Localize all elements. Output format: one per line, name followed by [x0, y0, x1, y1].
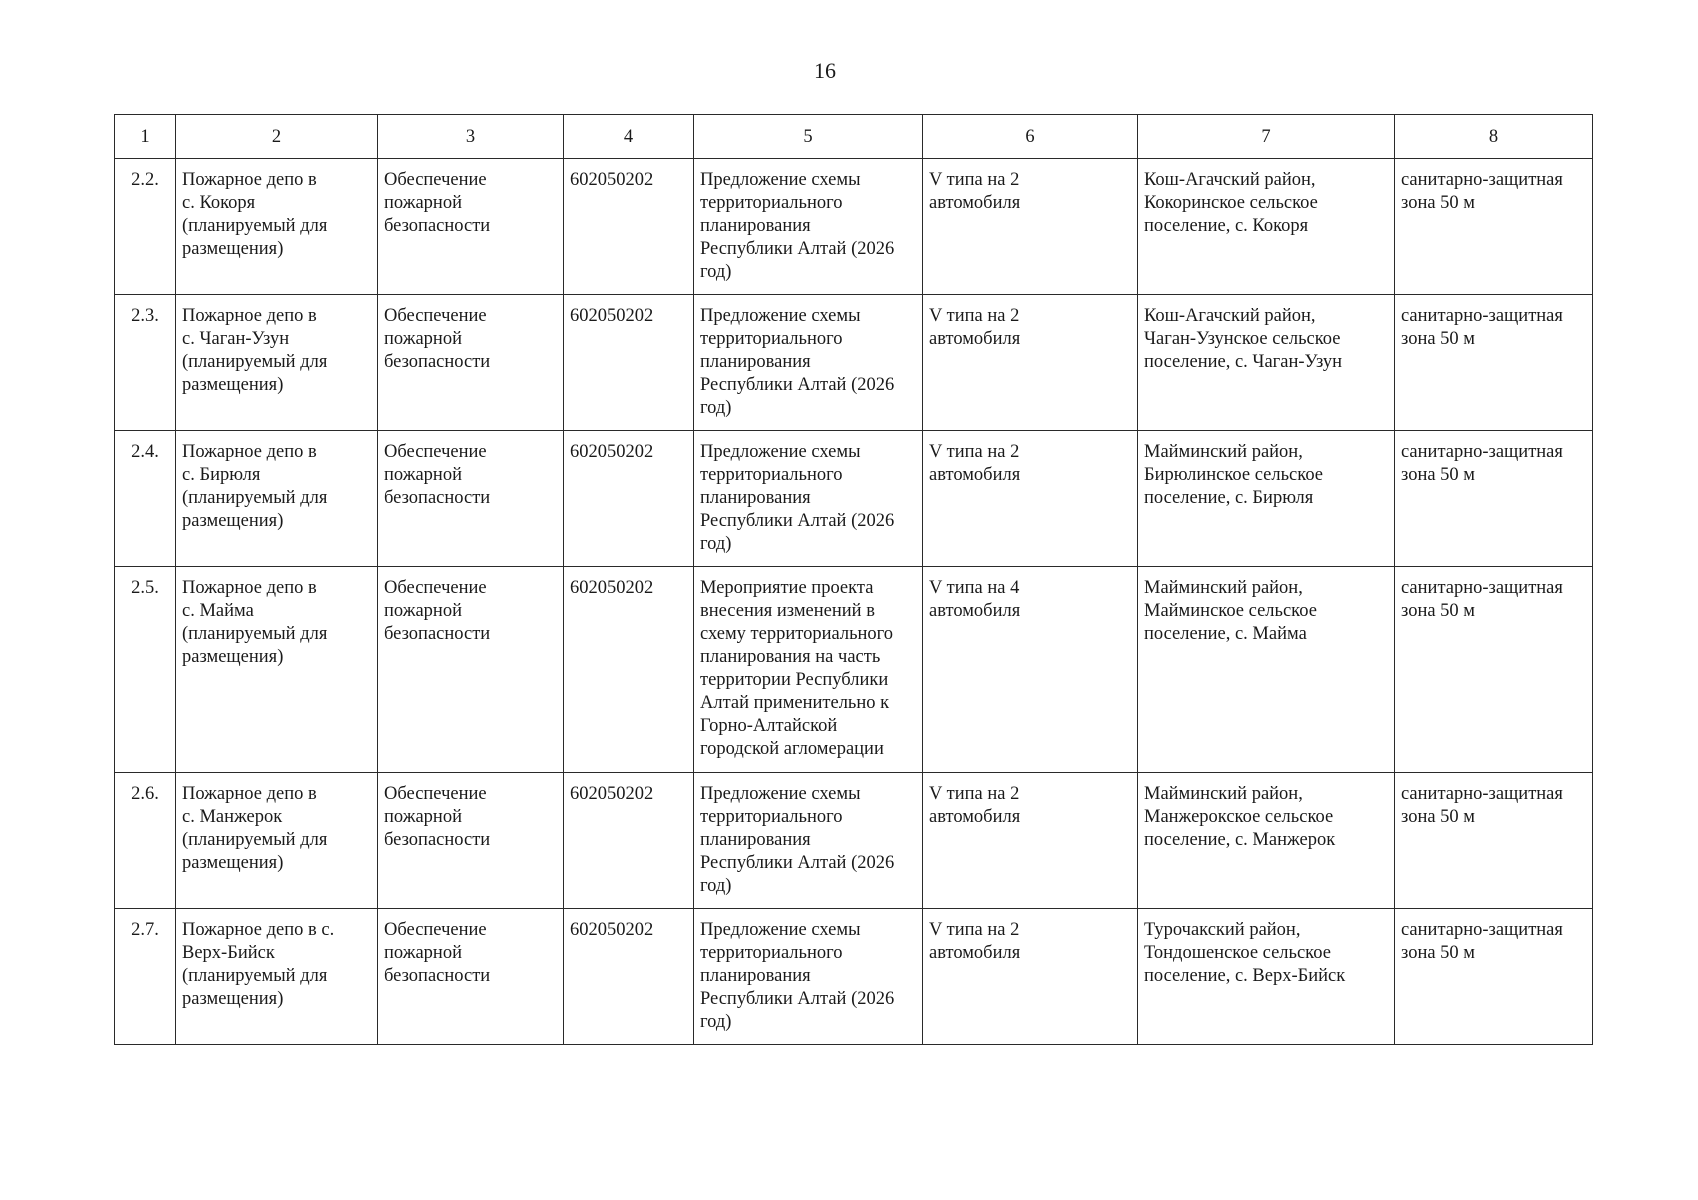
- cell-code: 602050202: [564, 909, 694, 1045]
- cell-characteristics: [923, 431, 1138, 567]
- cell-line: санитарно-защитная: [1401, 442, 1563, 462]
- header-col-1: 1: [115, 115, 176, 159]
- cell-line: (планируемый для: [182, 830, 328, 850]
- cell-location: [1138, 773, 1395, 909]
- cell-line: территории Республики: [700, 670, 889, 690]
- cell-line: санитарно-защитная: [1401, 578, 1563, 598]
- cell-line: поселение, с. Кокоря: [1144, 216, 1309, 236]
- cell-purpose: [378, 567, 564, 773]
- cell-line: территориального: [700, 943, 843, 963]
- cell-line: год): [700, 1012, 732, 1032]
- cell-line: Горно-Алтайской: [700, 716, 838, 736]
- table-row: [115, 773, 1593, 909]
- cell-line: зона 50 м: [1401, 193, 1476, 213]
- cell-line: Пожарное депо в: [182, 306, 317, 326]
- table-header-row: [115, 115, 1593, 159]
- cell-line: размещения): [182, 511, 284, 531]
- cell-name: [176, 909, 378, 1045]
- cell-purpose: [378, 909, 564, 1045]
- cell-line: автомобиля: [929, 807, 1021, 827]
- cell-line: поселение, с. Манжерок: [1144, 830, 1336, 850]
- cell-line: Кош-Агачский район,: [1144, 306, 1316, 326]
- cell-line: Чаган-Узунское сельское: [1144, 329, 1341, 349]
- cell-line: территориального: [700, 807, 843, 827]
- cell-purpose: [378, 431, 564, 567]
- cell-purpose: [378, 295, 564, 431]
- cell-line: зона 50 м: [1401, 465, 1476, 485]
- cell-line: год): [700, 262, 732, 282]
- cell-line: с. Манжерок: [182, 807, 283, 827]
- cell-line: внесения изменений в: [700, 601, 875, 621]
- cell-line: Обеспечение: [384, 784, 487, 804]
- cell-line: Алтай применительно к: [700, 693, 890, 713]
- cell-line: планирования: [700, 488, 811, 508]
- cell-line: Предложение схемы: [700, 784, 861, 804]
- cell-location: [1138, 567, 1395, 773]
- cell-location: [1138, 159, 1395, 295]
- table-row: [115, 295, 1593, 431]
- cell-line: V типа на 2: [929, 784, 1020, 804]
- cell-line: Майминское сельское: [1144, 601, 1317, 621]
- cell-line: Предложение схемы: [700, 920, 861, 940]
- cell-location: [1138, 295, 1395, 431]
- cell-line: зона 50 м: [1401, 943, 1476, 963]
- cell-basis: [694, 295, 923, 431]
- header-col-3: 3: [378, 115, 564, 159]
- cell-line: автомобиля: [929, 601, 1021, 621]
- cell-code: 602050202: [564, 431, 694, 567]
- table-row: [115, 431, 1593, 567]
- cell-line: V типа на 2: [929, 442, 1020, 462]
- cell-location: [1138, 431, 1395, 567]
- table-body: [115, 159, 1593, 1045]
- cell-characteristics: [923, 909, 1138, 1045]
- header-col-7: 7: [1138, 115, 1395, 159]
- cell-line: Республики Алтай (2026: [700, 239, 895, 259]
- cell-line: Пожарное депо в с.: [182, 920, 335, 940]
- cell-line: автомобиля: [929, 943, 1021, 963]
- cell-line: пожарной: [384, 193, 462, 213]
- cell-line: Обеспечение: [384, 442, 487, 462]
- cell-line: безопасности: [384, 830, 491, 850]
- cell-line: планирования: [700, 830, 811, 850]
- cell-line: Пожарное депо в: [182, 784, 317, 804]
- cell-line: Пожарное депо в: [182, 170, 317, 190]
- cell-characteristics: [923, 159, 1138, 295]
- cell-characteristics: [923, 295, 1138, 431]
- cell-line: Республики Алтай (2026: [700, 375, 895, 395]
- cell-line: поселение, с. Чаган-Узун: [1144, 352, 1343, 372]
- cell-line: поселение, с. Майма: [1144, 624, 1307, 644]
- cell-line: V типа на 2: [929, 306, 1020, 326]
- cell-line: Кокоринское сельское: [1144, 193, 1318, 213]
- cell-line: пожарной: [384, 943, 462, 963]
- cell-line: Бирюлинское сельское: [1144, 465, 1324, 485]
- cell-line: Пожарное депо в: [182, 442, 317, 462]
- table-row: [115, 159, 1593, 295]
- cell-line: с. Бирюля: [182, 465, 261, 485]
- cell-code: 602050202: [564, 295, 694, 431]
- cell-line: санитарно-защитная: [1401, 170, 1563, 190]
- cell-line: Предложение схемы: [700, 170, 861, 190]
- cell-line: территориального: [700, 465, 843, 485]
- cell-basis: [694, 567, 923, 773]
- cell-num: 2.5.: [115, 567, 176, 773]
- cell-line: Предложение схемы: [700, 306, 861, 326]
- header-col-6: 6: [923, 115, 1138, 159]
- cell-line: Тондошенское сельское: [1144, 943, 1331, 963]
- cell-num: 2.7.: [115, 909, 176, 1045]
- objects-table: [114, 114, 1593, 1045]
- cell-line: Республики Алтай (2026: [700, 511, 895, 531]
- cell-line: Верх-Бийск: [182, 943, 275, 963]
- cell-line: Турочакский район,: [1144, 920, 1301, 940]
- cell-zone: [1395, 773, 1593, 909]
- header-col-2: 2: [176, 115, 378, 159]
- cell-line: санитарно-защитная: [1401, 306, 1563, 326]
- cell-line: Предложение схемы: [700, 442, 861, 462]
- cell-line: (планируемый для: [182, 966, 328, 986]
- cell-line: городской агломерации: [700, 739, 884, 759]
- cell-basis: [694, 909, 923, 1045]
- cell-line: Обеспечение: [384, 920, 487, 940]
- cell-line: планирования на часть: [700, 647, 881, 667]
- header-col-4: 4: [564, 115, 694, 159]
- cell-line: V типа на 2: [929, 920, 1020, 940]
- cell-line: пожарной: [384, 465, 462, 485]
- cell-line: безопасности: [384, 488, 491, 508]
- cell-line: санитарно-защитная: [1401, 920, 1563, 940]
- cell-zone: [1395, 567, 1593, 773]
- cell-line: зона 50 м: [1401, 807, 1476, 827]
- cell-line: Кош-Агачский район,: [1144, 170, 1316, 190]
- header-col-8: 8: [1395, 115, 1593, 159]
- cell-line: Пожарное депо в: [182, 578, 317, 598]
- cell-line: планирования: [700, 966, 811, 986]
- cell-num: 2.6.: [115, 773, 176, 909]
- cell-line: зона 50 м: [1401, 329, 1476, 349]
- cell-num: 2.4.: [115, 431, 176, 567]
- cell-basis: [694, 431, 923, 567]
- cell-line: год): [700, 398, 732, 418]
- cell-name: [176, 773, 378, 909]
- cell-num: 2.3.: [115, 295, 176, 431]
- page-number: 16: [814, 58, 836, 83]
- table-row: [115, 567, 1593, 773]
- cell-name: [176, 431, 378, 567]
- cell-line: V типа на 2: [929, 170, 1020, 190]
- cell-line: Республики Алтай (2026: [700, 853, 895, 873]
- cell-location: [1138, 909, 1395, 1045]
- cell-line: Майминский район,: [1144, 442, 1303, 462]
- cell-line: санитарно-защитная: [1401, 784, 1563, 804]
- cell-line: планирования: [700, 216, 811, 236]
- cell-line: с. Чаган-Узун: [182, 329, 290, 349]
- cell-line: год): [700, 876, 732, 896]
- cell-line: с. Кокоря: [182, 193, 256, 213]
- cell-code: 602050202: [564, 159, 694, 295]
- table-row: [115, 909, 1593, 1045]
- cell-line: безопасности: [384, 966, 491, 986]
- cell-characteristics: [923, 567, 1138, 773]
- cell-line: безопасности: [384, 352, 491, 372]
- cell-zone: [1395, 159, 1593, 295]
- cell-line: территориального: [700, 193, 843, 213]
- cell-zone: [1395, 431, 1593, 567]
- cell-line: пожарной: [384, 807, 462, 827]
- cell-line: Мероприятие проекта: [700, 578, 874, 598]
- cell-line: размещения): [182, 853, 284, 873]
- cell-purpose: [378, 159, 564, 295]
- cell-line: Майминский район,: [1144, 578, 1303, 598]
- cell-line: схему территориального: [700, 624, 894, 644]
- cell-line: планирования: [700, 352, 811, 372]
- cell-name: [176, 295, 378, 431]
- cell-purpose: [378, 773, 564, 909]
- cell-line: (планируемый для: [182, 216, 328, 236]
- cell-line: пожарной: [384, 329, 462, 349]
- cell-line: Обеспечение: [384, 578, 487, 598]
- cell-line: поселение, с. Верх-Бийск: [1144, 966, 1346, 986]
- cell-line: территориального: [700, 329, 843, 349]
- cell-line: размещения): [182, 375, 284, 395]
- cell-line: Майминский район,: [1144, 784, 1303, 804]
- cell-line: Манжерокское сельское: [1144, 807, 1334, 827]
- cell-code: 602050202: [564, 567, 694, 773]
- cell-line: поселение, с. Бирюля: [1144, 488, 1314, 508]
- cell-line: автомобиля: [929, 329, 1021, 349]
- cell-line: автомобиля: [929, 193, 1021, 213]
- cell-line: Республики Алтай (2026: [700, 989, 895, 1009]
- cell-code: 602050202: [564, 773, 694, 909]
- cell-basis: [694, 773, 923, 909]
- cell-line: размещения): [182, 989, 284, 1009]
- cell-basis: [694, 159, 923, 295]
- cell-num: 2.2.: [115, 159, 176, 295]
- cell-line: (планируемый для: [182, 352, 328, 372]
- cell-line: размещения): [182, 647, 284, 667]
- cell-line: (планируемый для: [182, 488, 328, 508]
- cell-line: безопасности: [384, 216, 491, 236]
- cell-line: автомобиля: [929, 465, 1021, 485]
- cell-name: [176, 567, 378, 773]
- cell-characteristics: [923, 773, 1138, 909]
- cell-line: (планируемый для: [182, 624, 328, 644]
- cell-line: размещения): [182, 239, 284, 259]
- cell-line: Обеспечение: [384, 306, 487, 326]
- cell-line: Обеспечение: [384, 170, 487, 190]
- cell-line: год): [700, 534, 732, 554]
- cell-zone: [1395, 909, 1593, 1045]
- cell-name: [176, 159, 378, 295]
- cell-line: с. Майма: [182, 601, 254, 621]
- cell-line: V типа на 4: [929, 578, 1020, 598]
- cell-line: пожарной: [384, 601, 462, 621]
- cell-line: безопасности: [384, 624, 491, 644]
- cell-line: зона 50 м: [1401, 601, 1476, 621]
- header-col-5: 5: [694, 115, 923, 159]
- cell-zone: [1395, 295, 1593, 431]
